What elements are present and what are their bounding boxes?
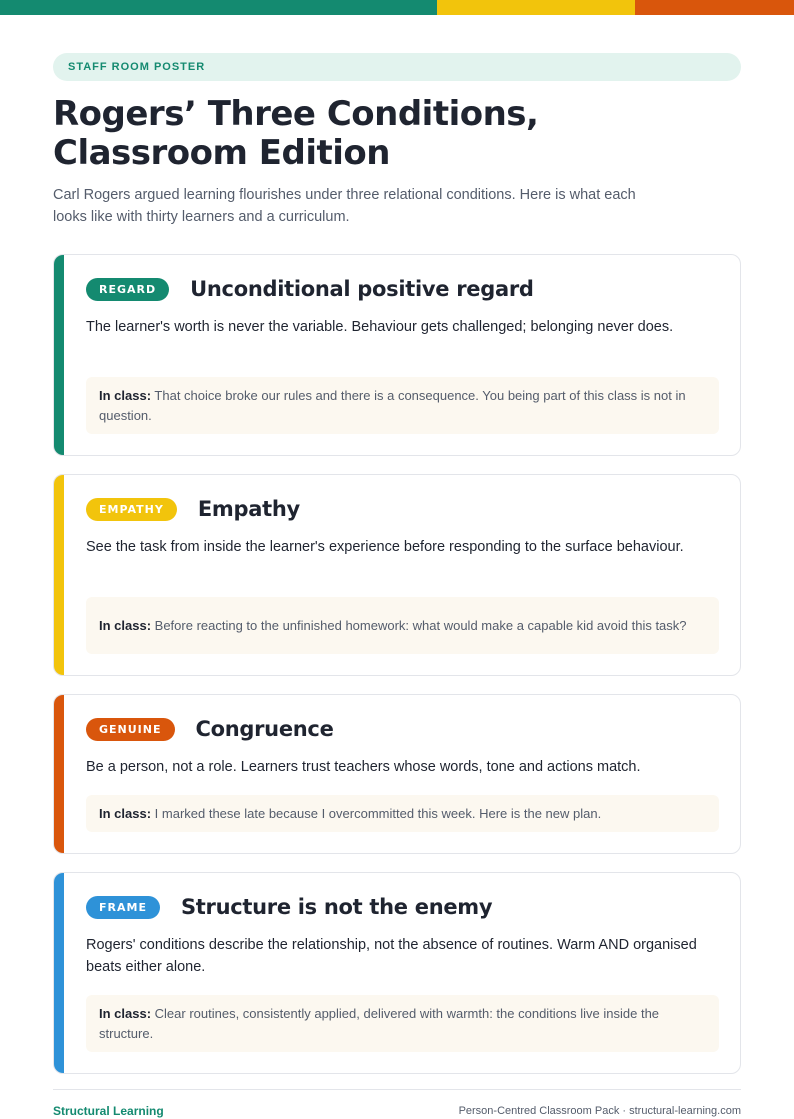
footer-note: Person-Centred Classroom Pack · structural-learning.com [458,1105,741,1117]
card-description: Be a person, not a role. Learners trust teachers whose words, tone and actions match. [86,759,641,775]
card-accent-bar [54,873,64,1073]
card-title: Structure is not the enemy [180,895,493,919]
card-frame [53,872,741,1074]
example-label: In class: [99,617,152,633]
example-text: Before reacting to the unfinished homework: what would make a capable kid avoid this task? [154,617,687,633]
footer-brand: Structural Learning [53,1104,164,1118]
card-badge: GENUINE [86,718,175,741]
example-text: That choice broke our rules and there is a consequence. You being part of this class is not in question. [99,387,686,423]
card-badge: REGARD [86,278,169,301]
card-regard [53,254,741,456]
intro-text: Carl Rogers argued learning flourishes under three relational conditions. Here is what each looks like with thirty learners and a curriculum. [53,187,636,225]
card-genuine [53,694,741,854]
card-accent-bar [54,475,64,675]
top-bar-yellow-segment [437,0,635,15]
example-text: I marked these late because I overcommitted this week. Here is the new plan. [154,805,602,821]
card-description: The learner's worth is never the variable. Behaviour gets challenged; belonging never does. [86,319,674,335]
example-label: In class: [99,805,152,821]
top-bar-green-segment [0,0,437,15]
card-example [86,597,719,654]
card-title: Unconditional positive regard [190,277,534,301]
footer-divider [53,1089,741,1090]
example-text: Clear routines, consistently applied, delivered with warmth: the conditions live inside the structure. [99,1005,660,1041]
card-badge: FRAME [86,896,160,919]
eyebrow-label: STAFF ROOM POSTER [53,53,741,81]
card-example [86,795,719,832]
card-badge: EMPATHY [86,498,177,521]
example-label: In class: [99,1005,152,1021]
card-description: Rogers' conditions describe the relationship, not the absence of routines. Warm AND organised beats either alone. [86,937,697,975]
example-label: In class: [99,387,152,403]
card-example [86,377,719,434]
top-bar-orange-segment [635,0,794,15]
page-title: Rogers’ Three Conditions, Classroom Edition [53,94,539,173]
card-empathy [53,474,741,676]
card-example [86,995,719,1052]
card-description: See the task from inside the learner's experience before responding to the surface behaviour. [86,539,684,555]
card-accent-bar [54,695,64,853]
card-accent-bar [54,255,64,455]
card-title: Congruence [195,717,334,741]
top-color-bar [0,0,794,15]
card-title: Empathy [197,497,300,521]
